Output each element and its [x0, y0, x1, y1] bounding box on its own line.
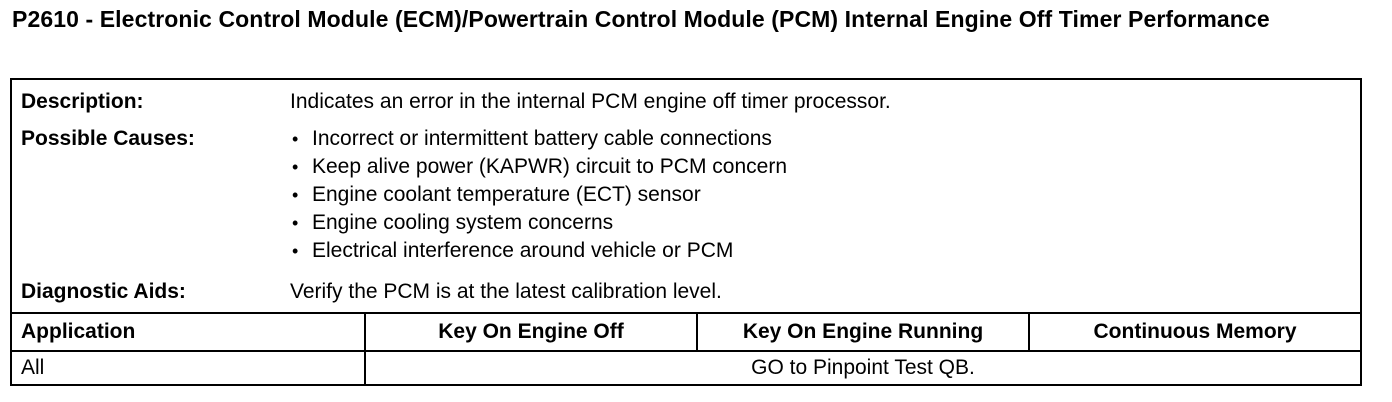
table-header-row [12, 314, 1360, 352]
application-table [12, 312, 1360, 384]
possible-causes-label: Possible Causes: [21, 127, 195, 150]
cell-action: GO to Pinpoint Test QB. [751, 356, 975, 379]
cell-application: All [21, 356, 45, 379]
possible-causes-list-wrap [290, 125, 787, 265]
cause-text: Electrical interference around vehicle or PCM [312, 239, 734, 262]
bullet-icon: • [292, 129, 299, 149]
column-divider [696, 314, 698, 352]
cause-text: Incorrect or intermittent battery cable connections [312, 127, 772, 150]
diagnostic-aids-label: Diagnostic Aids: [21, 280, 186, 303]
cause-text: Engine cooling system concerns [312, 211, 614, 234]
bullet-icon: • [292, 241, 299, 261]
description-label: Description: [21, 90, 144, 113]
table-row [12, 352, 1360, 384]
header-application: Application [21, 320, 136, 343]
page-title: P2610 - Electronic Control Module (ECM)/Powertrain Control Module (PCM) Internal Engine Off Timer Performance [12, 6, 1270, 32]
list-item [290, 153, 787, 181]
header-continuous-memory: Continuous Memory [1093, 320, 1297, 343]
bullet-icon: • [292, 185, 299, 205]
bullet-icon: • [292, 213, 299, 233]
cause-text: Engine coolant temperature (ECT) sensor [312, 183, 701, 206]
list-item [290, 181, 787, 209]
list-item [290, 125, 787, 153]
description-text: Indicates an error in the internal PCM engine off timer processor. [290, 90, 891, 113]
description-row [12, 88, 1360, 116]
diagnostic-aids-text: Verify the PCM is at the latest calibration level. [290, 280, 722, 303]
possible-causes-row [12, 125, 1360, 265]
header-key-on-engine-off: Key On Engine Off [438, 320, 624, 343]
list-item [290, 237, 787, 265]
header-key-on-engine-running: Key On Engine Running [742, 320, 984, 343]
diagnostic-aids-row [12, 278, 1360, 306]
list-item [290, 209, 787, 237]
column-divider [1028, 314, 1030, 352]
bullet-icon: • [292, 157, 299, 177]
cause-text: Keep alive power (KAPWR) circuit to PCM concern [312, 155, 787, 178]
dtc-info-box [10, 78, 1362, 386]
possible-causes-list [290, 125, 787, 265]
